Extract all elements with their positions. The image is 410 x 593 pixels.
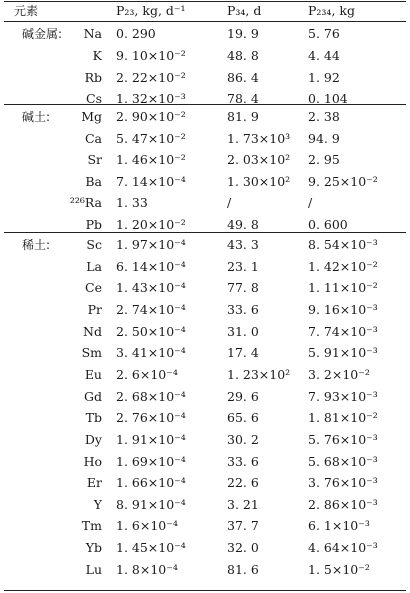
value-p34: 81. 6 bbox=[227, 561, 259, 577]
element-symbol: Lu bbox=[85, 561, 102, 577]
element-symbol: Pr bbox=[87, 301, 102, 317]
value-p34: 32. 0 bbox=[227, 540, 259, 556]
value-p23: 8. 91×10⁻⁴ bbox=[116, 496, 186, 512]
element-symbol: Mg bbox=[81, 109, 102, 124]
value-p34: 31. 0 bbox=[227, 323, 259, 339]
value-p34: 1. 30×10² bbox=[227, 173, 291, 189]
value-p234: 5. 76 bbox=[308, 26, 340, 41]
group-label: 碱金属: bbox=[22, 27, 63, 41]
value-p234: 7. 93×10⁻³ bbox=[308, 388, 378, 404]
value-p34: 86. 4 bbox=[227, 69, 259, 85]
value-p34: 30. 2 bbox=[227, 431, 259, 447]
header-element: 元素 bbox=[14, 4, 39, 18]
element-symbol: Eu bbox=[84, 366, 102, 382]
group-label: 稀土: bbox=[22, 238, 51, 252]
value-p34: 37. 7 bbox=[227, 518, 259, 534]
value-p234: 6. 1×10⁻³ bbox=[308, 518, 370, 534]
element-symbol: Sr bbox=[87, 152, 102, 168]
header-p23: P₂₃, kg, d⁻¹ bbox=[116, 3, 186, 18]
element-symbol: Nd bbox=[83, 323, 102, 339]
element-symbol: Dy bbox=[84, 431, 102, 447]
value-p234: 9. 16×10⁻³ bbox=[308, 301, 378, 317]
value-p34: / bbox=[227, 195, 232, 211]
value-p23: 2. 50×10⁻⁴ bbox=[116, 323, 186, 339]
value-p23: 6. 14×10⁻⁴ bbox=[116, 258, 186, 274]
value-p234: 5. 76×10⁻³ bbox=[308, 431, 378, 447]
value-p34: 33. 6 bbox=[227, 453, 259, 469]
value-p34: 17. 4 bbox=[227, 345, 259, 361]
value-p23: 2. 76×10⁻⁴ bbox=[116, 410, 186, 426]
value-p23: 1. 66×10⁻⁴ bbox=[116, 475, 186, 491]
value-p234: 0. 104 bbox=[308, 91, 348, 107]
element-symbol: Ca bbox=[84, 130, 102, 146]
value-p34: 3. 21 bbox=[227, 496, 259, 512]
value-p234: 5. 91×10⁻³ bbox=[308, 345, 378, 361]
value-p34: 48. 8 bbox=[227, 47, 259, 63]
value-p23: 1. 32×10⁻³ bbox=[116, 91, 186, 107]
value-p23: 2. 90×10⁻² bbox=[116, 109, 186, 124]
value-p234: 7. 74×10⁻³ bbox=[308, 323, 378, 339]
element-symbol: Cs bbox=[86, 91, 102, 107]
group-label: 碱土: bbox=[22, 110, 51, 124]
element-symbol: Ho bbox=[83, 453, 102, 469]
value-p234: 4. 64×10⁻³ bbox=[308, 540, 378, 556]
value-p234: 0. 600 bbox=[308, 217, 348, 232]
element-symbol: Tm bbox=[81, 518, 102, 534]
value-p34: 49. 8 bbox=[227, 217, 259, 232]
element-symbol: Na bbox=[83, 26, 102, 41]
value-p23: 9. 10×10⁻² bbox=[116, 47, 186, 63]
value-p34: 22. 6 bbox=[227, 475, 259, 491]
value-p234: 5. 68×10⁻³ bbox=[308, 453, 378, 469]
value-p34: 1. 73×10³ bbox=[227, 130, 291, 146]
value-p23: 1. 45×10⁻⁴ bbox=[116, 540, 186, 556]
header-rule bbox=[4, 21, 406, 22]
value-p34: 1. 23×10² bbox=[227, 366, 291, 382]
value-p34: 23. 1 bbox=[227, 258, 259, 274]
value-p34: 19. 9 bbox=[227, 26, 259, 41]
element-symbol: Gd bbox=[84, 388, 102, 404]
value-p23: 1. 46×10⁻² bbox=[116, 152, 186, 168]
value-p23: 1. 20×10⁻² bbox=[116, 217, 186, 232]
value-p34: 29. 6 bbox=[227, 388, 259, 404]
element-symbol: La bbox=[86, 258, 102, 274]
value-p234: 3. 2×10⁻² bbox=[308, 366, 370, 382]
value-p23: 7. 14×10⁻⁴ bbox=[116, 173, 186, 189]
value-p23: 1. 97×10⁻⁴ bbox=[116, 237, 186, 252]
element-symbol: Sc bbox=[86, 237, 102, 252]
value-p23: 5. 47×10⁻² bbox=[116, 130, 186, 146]
element-symbol: Er bbox=[86, 475, 102, 491]
value-p23: 2. 6×10⁻⁴ bbox=[116, 366, 178, 382]
header-p234: P₂₃₄, kg bbox=[308, 3, 355, 18]
value-p234: 94. 9 bbox=[308, 130, 340, 146]
value-p234: 9. 25×10⁻² bbox=[308, 173, 378, 189]
value-p23: 2. 68×10⁻⁴ bbox=[116, 388, 186, 404]
value-p234: 1. 11×10⁻² bbox=[308, 280, 378, 296]
value-p23: 0. 290 bbox=[116, 26, 156, 41]
value-p234: 1. 42×10⁻² bbox=[308, 258, 378, 274]
value-p234: 2. 38 bbox=[308, 109, 340, 124]
value-p234: 2. 95 bbox=[308, 152, 340, 168]
value-p34: 33. 6 bbox=[227, 301, 259, 317]
element-symbol: Ce bbox=[85, 280, 102, 296]
value-p234: 8. 54×10⁻³ bbox=[308, 237, 378, 252]
value-p34: 43. 3 bbox=[227, 237, 259, 252]
element-symbol: Pb bbox=[85, 217, 102, 232]
element-symbol: Tb bbox=[85, 410, 102, 426]
value-p234: / bbox=[308, 195, 313, 211]
value-p23: 1. 33 bbox=[116, 195, 148, 211]
value-p34: 65. 6 bbox=[227, 410, 259, 426]
value-p234: 4. 44 bbox=[308, 47, 340, 63]
value-p234: 1. 81×10⁻² bbox=[308, 410, 378, 426]
element-symbol: ²²⁶Ra bbox=[69, 195, 102, 211]
value-p23: 3. 41×10⁻⁴ bbox=[116, 345, 186, 361]
value-p34: 2. 03×10² bbox=[227, 152, 291, 168]
value-p23: 1. 6×10⁻⁴ bbox=[116, 518, 178, 534]
element-symbol: Sm bbox=[81, 345, 102, 361]
value-p23: 1. 8×10⁻⁴ bbox=[116, 561, 178, 577]
element-symbol: Yb bbox=[85, 540, 102, 556]
value-p234: 1. 5×10⁻² bbox=[308, 561, 370, 577]
value-p34: 78. 4 bbox=[227, 91, 259, 107]
group-divider bbox=[4, 232, 406, 233]
group-divider bbox=[4, 104, 406, 105]
value-p23: 1. 91×10⁻⁴ bbox=[116, 431, 186, 447]
element-symbol: Ba bbox=[85, 173, 102, 189]
value-p23: 2. 22×10⁻² bbox=[116, 69, 186, 85]
value-p34: 77. 8 bbox=[227, 280, 259, 296]
value-p234: 2. 86×10⁻³ bbox=[308, 496, 378, 512]
value-p23: 1. 69×10⁻⁴ bbox=[116, 453, 186, 469]
top-rule bbox=[4, 1, 406, 2]
value-p234: 3. 76×10⁻³ bbox=[308, 475, 378, 491]
value-p34: 81. 9 bbox=[227, 109, 259, 124]
value-p234: 1. 92 bbox=[308, 69, 340, 85]
header-p34: P₃₄, d bbox=[227, 3, 262, 18]
value-p23: 1. 43×10⁻⁴ bbox=[116, 280, 186, 296]
element-symbol: Rb bbox=[84, 69, 102, 85]
element-symbol: Y bbox=[93, 496, 102, 512]
bottom-rule bbox=[4, 590, 406, 591]
element-symbol: K bbox=[92, 47, 102, 63]
value-p23: 2. 74×10⁻⁴ bbox=[116, 301, 186, 317]
